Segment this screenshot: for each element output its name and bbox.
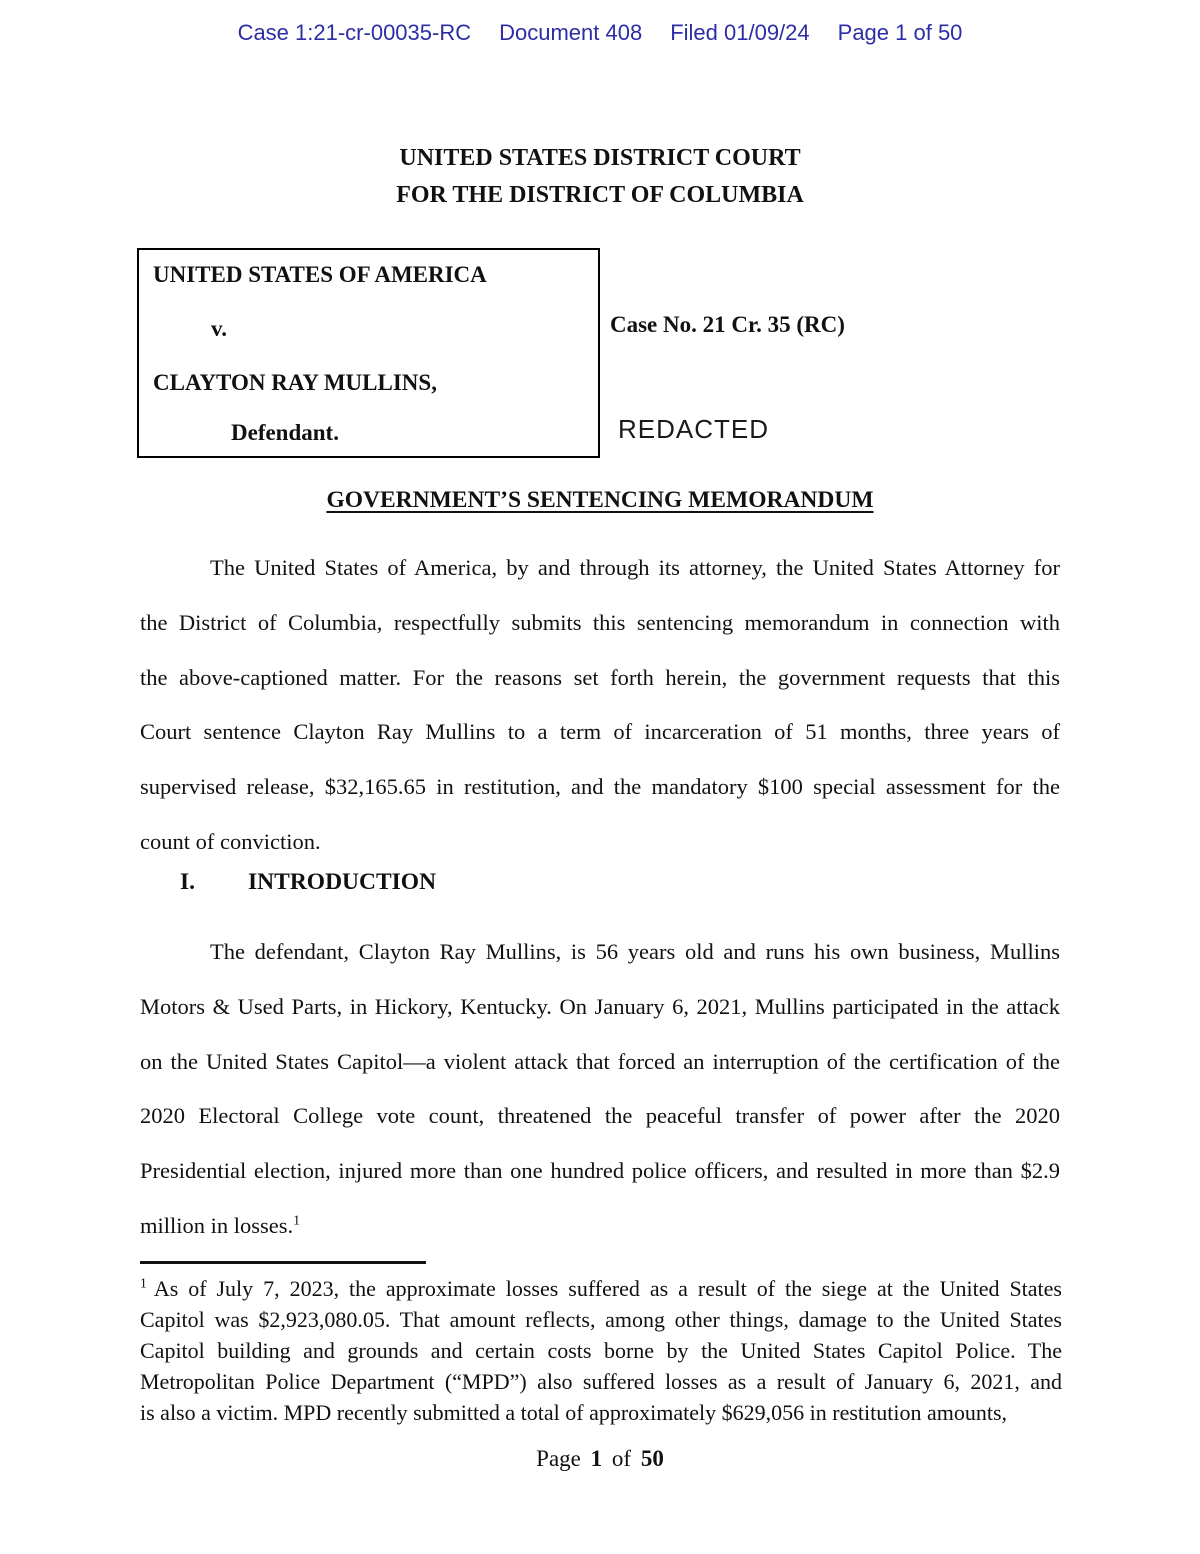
section-heading-introduction bbox=[180, 869, 436, 896]
paragraph-line: Court sentence Clayton Ray Mullins to a term of incarceration of 51 months, three years of bbox=[140, 719, 1060, 745]
court-name-line2: FOR THE DISTRICT OF COLUMBIA bbox=[396, 182, 804, 208]
case-caption-box bbox=[137, 248, 600, 458]
footnote-separator-rule bbox=[140, 1261, 426, 1264]
footnote-line: Capitol building and grounds and certain costs borne by the United States Capitol Police. The bbox=[140, 1338, 1062, 1363]
paragraph-line-text: million in losses. bbox=[140, 1212, 294, 1238]
footer-label-page: Page bbox=[536, 1446, 581, 1471]
paragraph-line: The defendant, Clayton Ray Mullins, is 56 years old and runs his own business, Mullins bbox=[210, 939, 1060, 964]
paragraph-line: Presidential election, injured more than one hundred police officers, and resulted in more than $2.9 bbox=[140, 1158, 1060, 1184]
footer-total-pages: 50 bbox=[640, 1446, 664, 1471]
footer-label-of: of bbox=[611, 1446, 632, 1471]
footnote-line: Metropolitan Police Department (“MPD”) also suffered losses as a result of January 6, 2021, and bbox=[140, 1369, 1062, 1394]
section-number: I. bbox=[180, 869, 196, 895]
ecf-page-count: Page 1 of 50 bbox=[837, 20, 963, 45]
court-name-line1: UNITED STATES DISTRICT COURT bbox=[399, 145, 801, 171]
case-number: Case No. 21 Cr. 35 (RC) bbox=[610, 312, 845, 337]
ecf-document-number: Document 408 bbox=[499, 20, 643, 45]
footnote-line-text: As of July 7, 2023, the approximate losses suffered as a result of the siege at the United States bbox=[153, 1276, 1062, 1301]
footnote-line: Capitol was $2,923,080.05. That amount reflects, among other things, damage to the United States bbox=[140, 1307, 1062, 1332]
document-title-text: GOVERNMENT’S SENTENCING MEMORANDUM bbox=[326, 487, 874, 513]
paragraph-line: the above-captioned matter. For the reasons set forth herein, the government requests that this bbox=[140, 664, 1060, 690]
footnote-reference: 1 bbox=[293, 1213, 301, 1229]
footnote-marker: 1 bbox=[140, 1275, 147, 1291]
paragraph-line bbox=[140, 1199, 1060, 1254]
paragraph-line: count of conviction. bbox=[140, 828, 321, 854]
ecf-stamp-header bbox=[0, 20, 1200, 46]
paragraph-line: the District of Columbia, respectfully submits this sentencing memorandum in connection with bbox=[140, 609, 1060, 635]
document-title bbox=[0, 487, 1200, 514]
redacted-stamp: REDACTED bbox=[618, 414, 770, 444]
footer-page-number: 1 bbox=[590, 1446, 603, 1471]
ecf-case-id: Case 1:21-cr-00035-RC bbox=[237, 20, 472, 45]
paragraph-line: The United States of America, by and through its attorney, the United States Attorney for bbox=[210, 555, 1060, 580]
caption-versus: v. bbox=[211, 316, 227, 341]
paragraph-line: supervised release, $32,165.65 in restitution, and the mandatory $100 special assessment for the bbox=[140, 774, 1060, 800]
caption-defendant-name: CLAYTON RAY MULLINS, bbox=[153, 370, 437, 395]
page-footer bbox=[0, 1446, 1200, 1472]
footnote-block bbox=[140, 1273, 1062, 1428]
introduction-paragraph bbox=[140, 925, 1060, 1254]
paragraph-line: 2020 Electoral College vote count, threatened the peaceful transfer of power after the 2020 bbox=[140, 1103, 1060, 1129]
footnote-line bbox=[140, 1273, 1062, 1304]
section-label: INTRODUCTION bbox=[248, 869, 437, 895]
introductory-paragraph bbox=[140, 541, 1060, 870]
ecf-filed-date: Filed 01/09/24 bbox=[670, 20, 810, 45]
caption-plaintiff: UNITED STATES OF AMERICA bbox=[153, 262, 487, 287]
paragraph-line: on the United States Capitol—a violent attack that forced an interruption of the certification of the bbox=[140, 1048, 1060, 1074]
court-name-heading bbox=[0, 140, 1200, 214]
caption-defendant-role: Defendant. bbox=[231, 420, 339, 445]
footnote-line: is also a victim. MPD recently submitted a total of approximately $629,056 in restitution amounts, bbox=[140, 1400, 1008, 1425]
paragraph-line: Motors & Used Parts, in Hickory, Kentucky. On January 6, 2021, Mullins participated in the attack bbox=[140, 993, 1060, 1019]
